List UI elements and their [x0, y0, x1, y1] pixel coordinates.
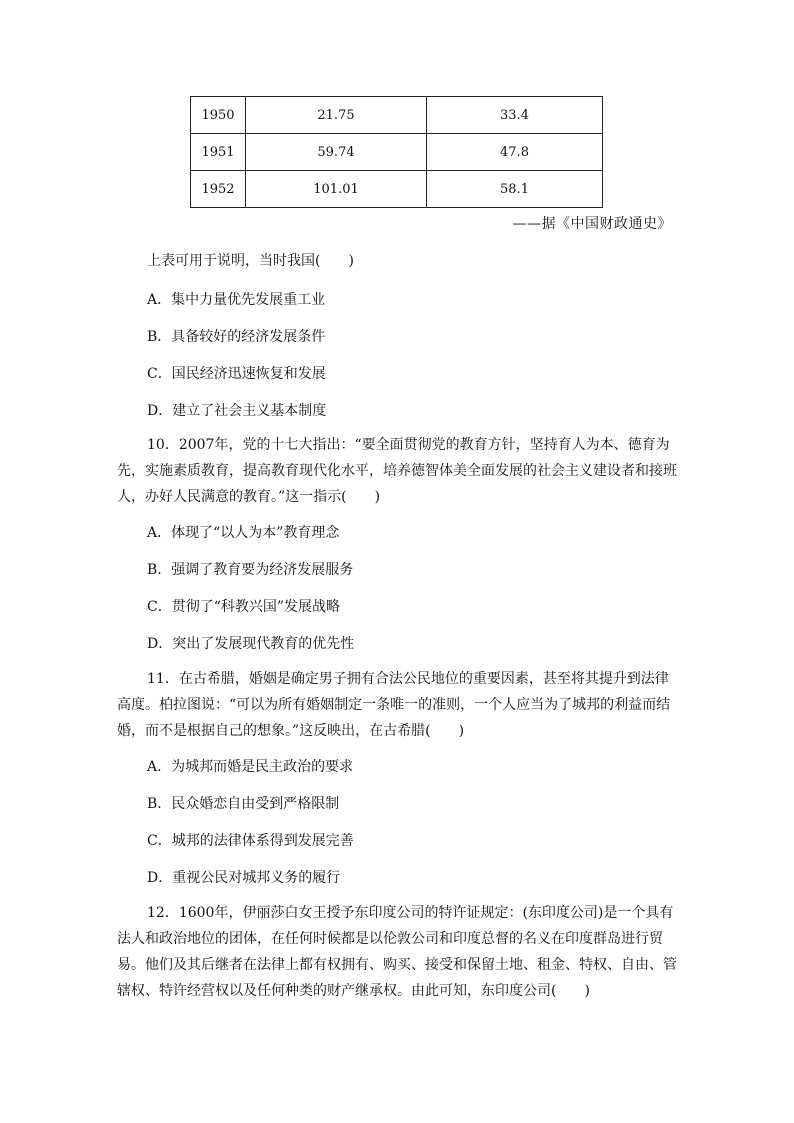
question-12-stem: 12．1600年，伊丽莎白女王授予东印度公司的特许证规定：(东印度公司)是一个具有法人和政治地位的团体，在任何时候都是以伦敦公司和印度总督的名义在印度群岛进行贸易。他们及其后继者在法律上都有权拥有、购买、接受和保留土地、租金、特权、自由、管辖权、特许经营权以及任何种类的财产继承权。由此可知，东印度公司( ) [117, 905, 677, 999]
table-cell-year: 1952 [191, 171, 246, 208]
question-11-option-a: A．为城邦而婚是民主政治的要求 [147, 759, 354, 775]
question-9-option-d: D．建立了社会主义基本制度 [147, 403, 327, 419]
table-source: ——据《中国财政通史》 [512, 216, 672, 232]
table-cell: 58.1 [427, 171, 603, 208]
table-cell-year: 1950 [191, 97, 246, 134]
table-cell-year: 1951 [191, 134, 246, 171]
question-9-stem: 上表可用于说明，当时我国( ) [147, 253, 354, 269]
question-10-option-c: C．贯彻了“科教兴国”发展战略 [147, 599, 341, 615]
question-11-option-c: C．城邦的法律体系得到发展完善 [147, 833, 354, 849]
question-11-option-d: D．重视公民对城邦义务的履行 [147, 870, 341, 886]
question-10-option-a: A．体现了“以人为本”教育理念 [147, 525, 340, 541]
table-cell: 47.8 [427, 134, 603, 171]
table-row [191, 97, 603, 134]
question-10-option-b: B．强调了教育要为经济发展服务 [147, 562, 354, 578]
question-9-option-b: B．具备较好的经济发展条件 [147, 329, 326, 345]
table-cell: 33.4 [427, 97, 603, 134]
table-cell: 59.74 [246, 134, 427, 171]
data-table [190, 96, 603, 208]
table-cell: 101.01 [246, 171, 427, 208]
question-9-option-c: C．国民经济迅速恢复和发展 [147, 366, 326, 382]
question-9-option-a: A．集中力量优先发展重工业 [147, 292, 326, 308]
question-11-stem: 11．在古希腊，婚姻是确定男子拥有合法公民地位的重要因素，甚至将其提升到法律高度。柏拉图说：“可以为所有婚姻制定一条唯一的准则，一个人应当为了城邦的利益而结婚，而不是根据自己的想象。”这反映出，在古希腊( ) [117, 671, 671, 739]
table-row [191, 134, 603, 171]
question-10-stem: 10．2007年，党的十七大指出：“要全面贯彻党的教育方针，坚持育人为本、德育为先，实施素质教育，提高教育现代化水平，培养德智体美全面发展的社会主义建设者和接班人，办好人民满意的教育。”这一指示( ) [117, 437, 677, 505]
question-11-option-b: B．民众婚恋自由受到严格限制 [147, 796, 340, 812]
question-10-option-d: D．突出了发展现代教育的优先性 [147, 636, 355, 652]
table-cell: 21.75 [246, 97, 427, 134]
table-row [191, 171, 603, 208]
